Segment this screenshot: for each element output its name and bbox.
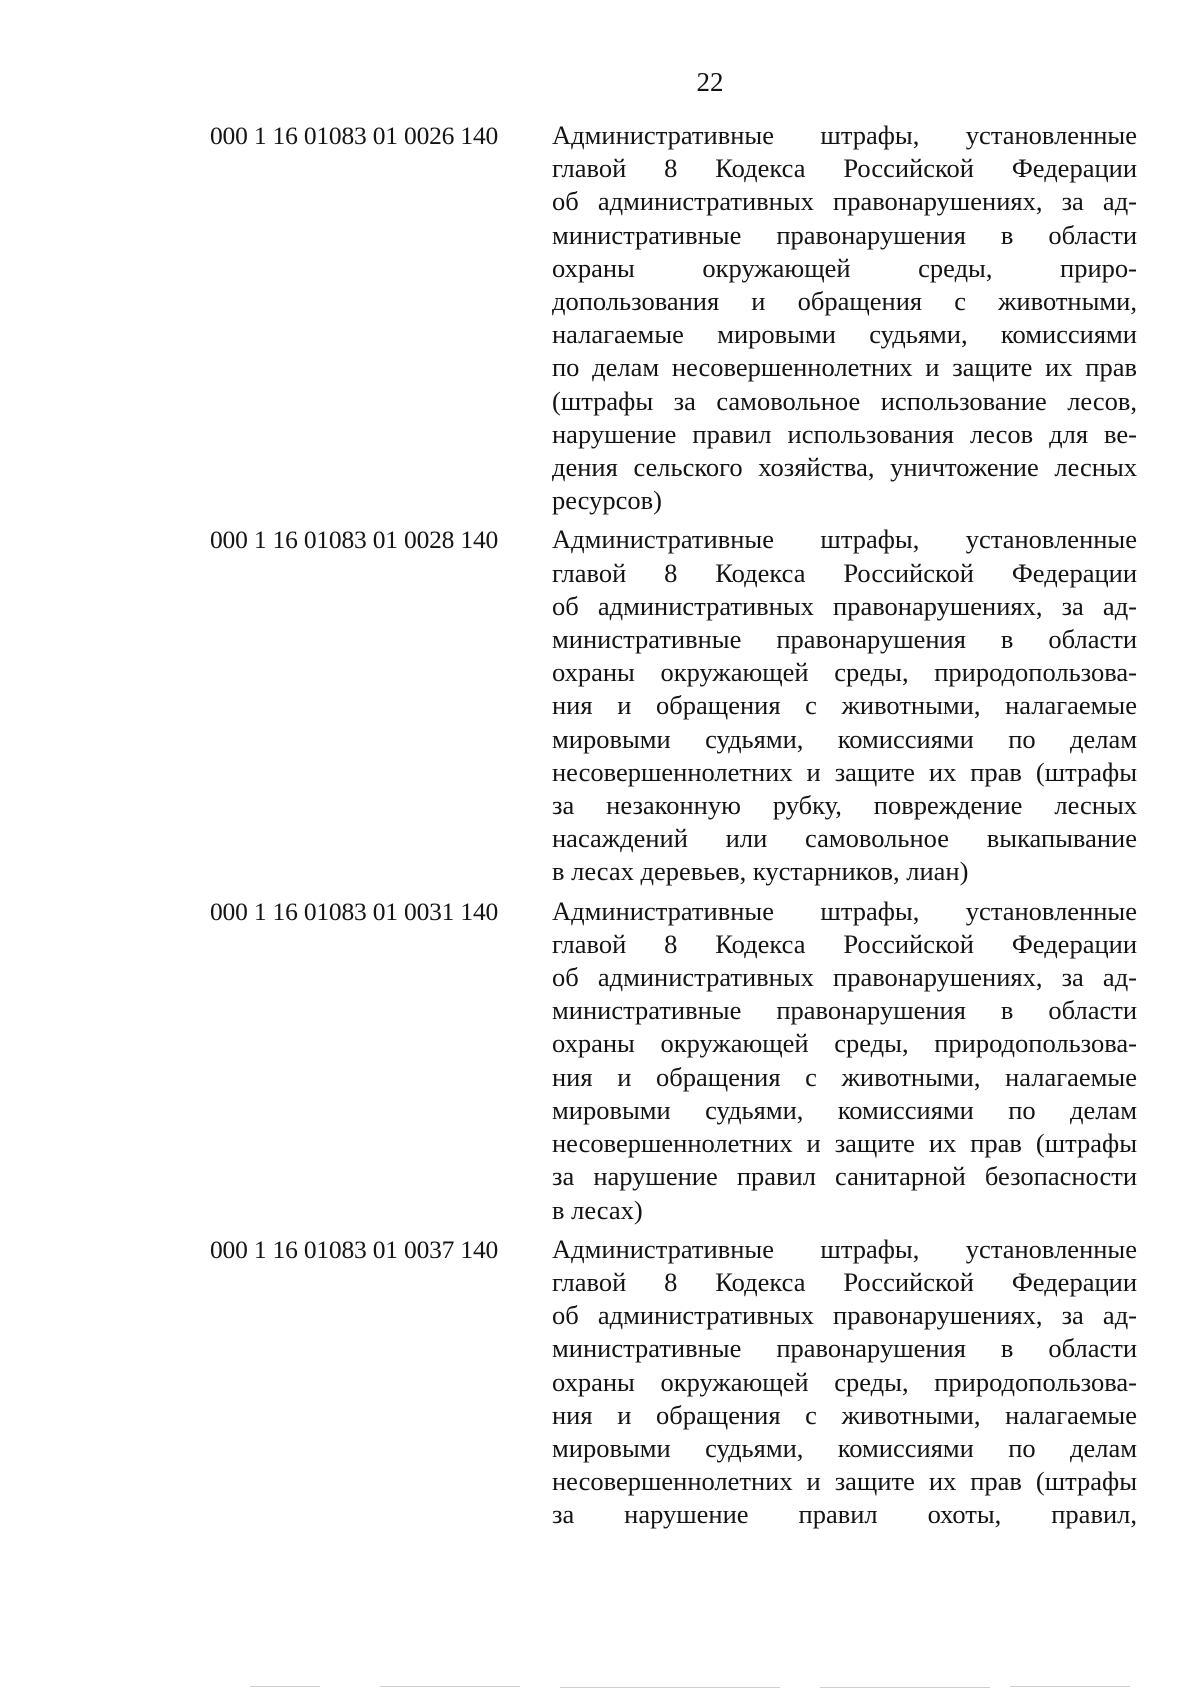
description-line: министративные правонарушения в области	[552, 995, 1137, 1026]
description-line: главой 8 Кодекса Российской Федерации	[552, 928, 1137, 959]
table-row	[0, 119, 1200, 517]
description-line: Административные штрафы, установленные	[552, 120, 1137, 150]
description-line: насаждений или самовольное выкапывание	[552, 823, 1137, 854]
description-line: министративные правонарушения в области	[552, 1333, 1137, 1364]
budget-classification-code: 000 1 16 01083 01 0037 140	[210, 1234, 499, 1264]
budget-classification-code: 000 1 16 01083 01 0026 140	[210, 121, 499, 150]
description-line: мировыми судьями, комиссиями по делам	[552, 1432, 1137, 1463]
description-line: главой 8 Кодекса Российской Федерации	[552, 1266, 1137, 1297]
description-line: несовершеннолетних и защите их прав (штрафы	[552, 1466, 1137, 1497]
table-row	[0, 1233, 1200, 1532]
scan-artifact	[1010, 1686, 1130, 1687]
description-line: об административных правонарушениях, за ад-	[552, 1300, 1137, 1331]
description-line: за нарушение правил охоты, правил,	[552, 1499, 1137, 1530]
table-row	[0, 895, 1200, 1227]
description-line: об административных правонарушениях, за ад-	[552, 186, 1137, 217]
description-line: налагаемые мировыми судьями, комиссиями	[552, 319, 1137, 350]
revenue-description	[552, 895, 1137, 1227]
table-row	[0, 523, 1200, 888]
description-line: охраны окружающей среды, природопользова-	[552, 1366, 1137, 1397]
scan-artifact	[250, 1686, 320, 1687]
description-line: несовершеннолетних и защите их прав (штрафы	[552, 1128, 1137, 1159]
scan-artifact	[560, 1687, 780, 1688]
description-line: главой 8 Кодекса Российской Федерации	[552, 153, 1137, 184]
description-line: министративные правонарушения в области	[552, 219, 1137, 250]
description-line: несовершеннолетних и защите их прав (штрафы	[552, 756, 1137, 787]
description-line: об административных правонарушениях, за ад-	[552, 962, 1137, 993]
description-line: об административных правонарушениях, за ад-	[552, 590, 1137, 621]
description-line: в лесах деревьев, кустарников, лиан)	[552, 856, 969, 887]
description-line: главой 8 Кодекса Российской Федерации	[552, 557, 1137, 588]
description-line: в лесах)	[552, 1194, 643, 1225]
description-line: (штрафы за самовольное использование лесов,	[552, 385, 1137, 416]
description-line: ния и обращения с животными, налагаемые	[552, 690, 1137, 721]
budget-classification-code: 000 1 16 01083 01 0028 140	[210, 525, 499, 555]
description-line: за незаконную рубку, повреждение лесных	[552, 790, 1137, 821]
scan-artifact	[380, 1686, 520, 1687]
revenue-description	[552, 523, 1137, 888]
revenue-description	[552, 119, 1137, 517]
description-line: мировыми судьями, комиссиями по делам	[552, 1094, 1137, 1125]
description-line: охраны окружающей среды, природопользова-	[552, 1028, 1137, 1059]
description-line: допользования и обращения с животными,	[552, 286, 1137, 317]
description-line: ния и обращения с животными, налагаемые	[552, 1399, 1137, 1430]
description-line: охраны окружающей среды, природопользова-	[552, 657, 1137, 688]
description-line: ния и обращения с животными, налагаемые	[552, 1061, 1137, 1092]
description-line: нарушение правил использования лесов для ве-	[552, 418, 1137, 449]
description-line: по делам несовершеннолетних и защите их прав	[552, 352, 1137, 383]
description-line: Административные штрафы, установленные	[552, 1233, 1137, 1264]
page-number: 22	[696, 67, 724, 97]
description-line: министративные правонарушения в области	[552, 624, 1137, 655]
description-line: дения сельского хозяйства, уничтожение лесных	[552, 452, 1137, 483]
budget-code-table	[0, 119, 1200, 1538]
description-line: мировыми судьями, комиссиями по делам	[552, 723, 1137, 754]
description-line: Административные штрафы, установленные	[552, 524, 1137, 555]
description-line: за нарушение правил санитарной безопасности	[552, 1161, 1137, 1192]
description-line: Административные штрафы, установленные	[552, 895, 1137, 926]
description-line: ресурсов)	[552, 485, 662, 516]
scan-artifact	[820, 1687, 990, 1688]
revenue-description	[552, 1233, 1137, 1532]
description-line: охраны окружающей среды, приро-	[552, 252, 1137, 283]
budget-classification-code: 000 1 16 01083 01 0031 140	[210, 896, 499, 926]
